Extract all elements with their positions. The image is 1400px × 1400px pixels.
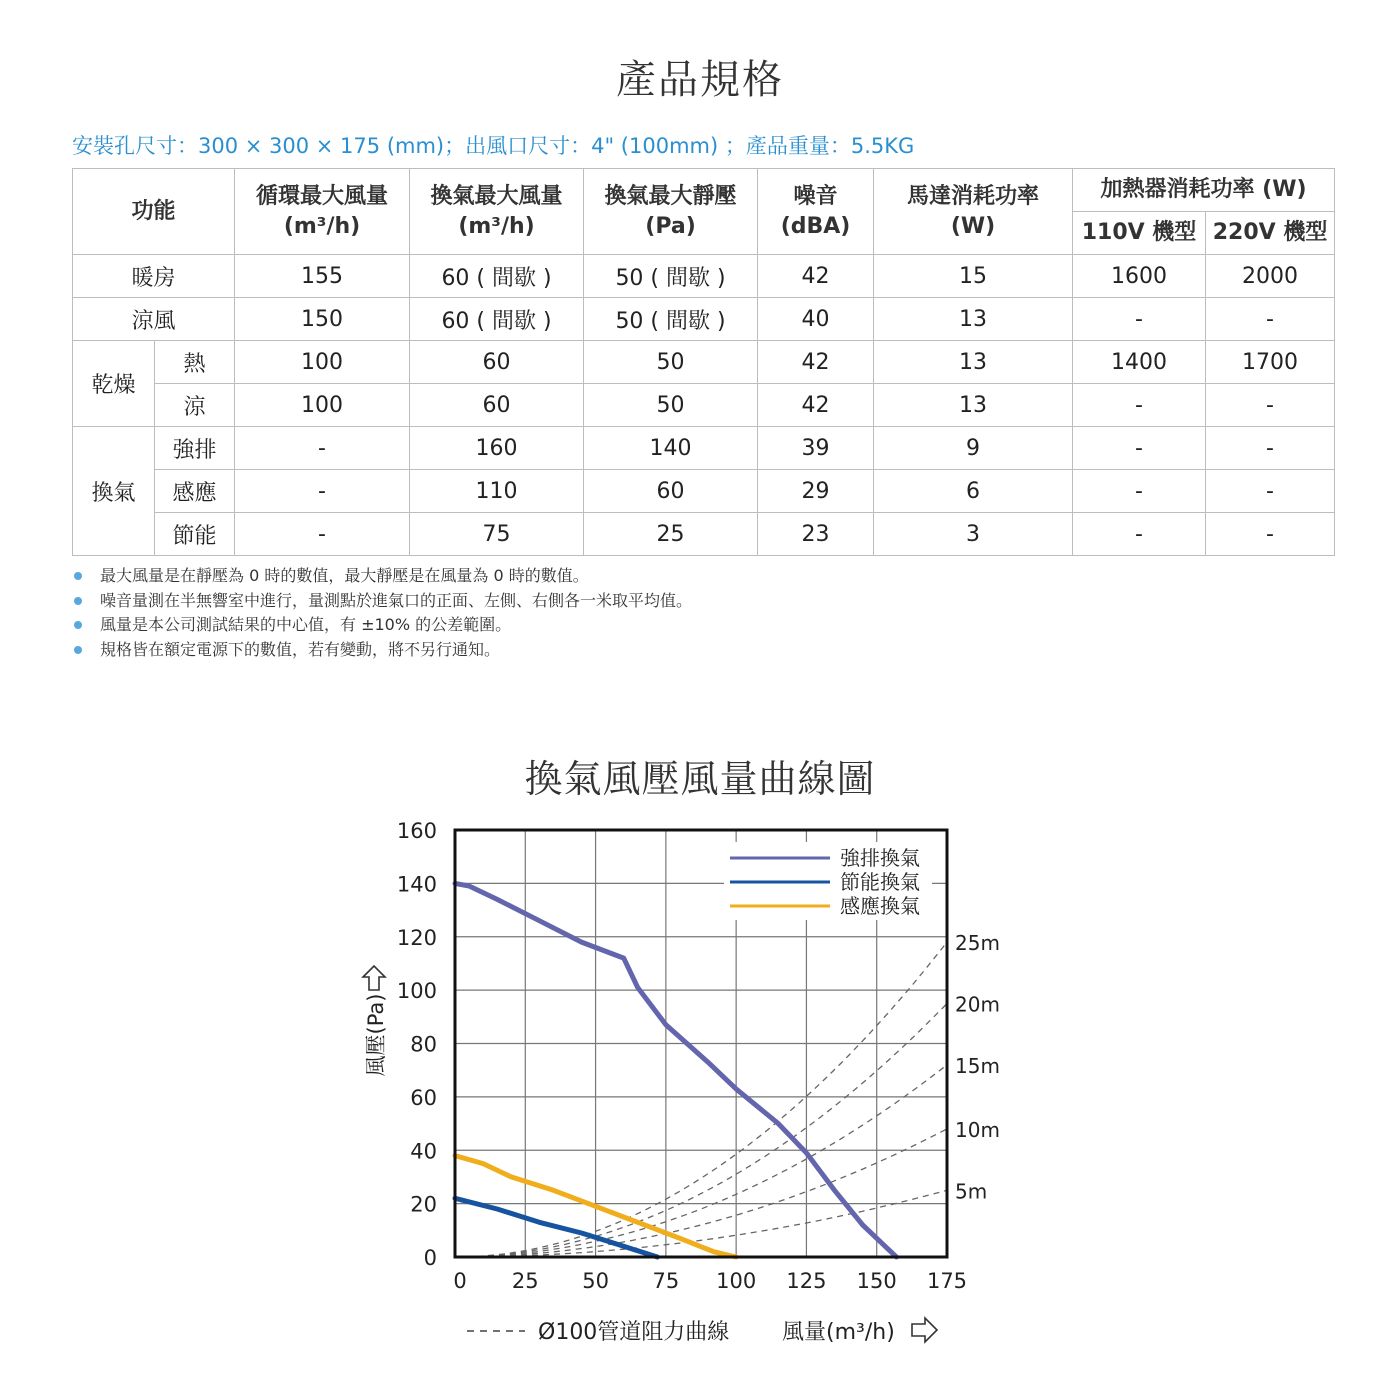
cell: 110 [410, 470, 584, 513]
cell: 13 [874, 298, 1073, 341]
chart-title: 換氣風壓風量曲線圖 [524, 757, 876, 801]
cell: - [235, 427, 410, 470]
x-tick-label: 100 [716, 1269, 757, 1293]
x-tick-label: 25 [511, 1269, 539, 1293]
cell: 60 [410, 384, 584, 427]
cell: - [1206, 298, 1335, 341]
cell: 13 [874, 384, 1073, 427]
x-tick-label: 150 [856, 1269, 897, 1293]
group-label: 乾燥 [73, 341, 155, 427]
cell: 3 [874, 513, 1073, 556]
up-arrow-icon [363, 966, 385, 990]
resistance-label: 10m [955, 1117, 1000, 1142]
x-axis-label: 風量(m³/h) [782, 1320, 895, 1345]
right-arrow-icon [912, 1318, 937, 1342]
resistance-legend-label: Ø100管道阻力曲線 [538, 1320, 730, 1345]
cell: - [235, 513, 410, 556]
header-unit: (Pa) [645, 213, 696, 239]
legend-label: 感應換氣 [840, 894, 920, 918]
series-line [455, 1198, 657, 1257]
cell: 1400 [1073, 341, 1206, 384]
cell: 155 [235, 255, 410, 298]
cell: - [235, 470, 410, 513]
note-item: 噪音量測在半無響室中進行，量測點於進氣口的正面、左側、右側各一米取平均值。 [72, 589, 692, 614]
cell: 42 [758, 341, 874, 384]
note-item: 風量是本公司測試結果的中心值，有 ±10% 的公差範圍。 [72, 613, 692, 638]
resistance-curves [455, 931, 1000, 1257]
y-tick-label: 100 [396, 979, 437, 1004]
row-label: 節能 [155, 513, 235, 556]
cell: 50 ( 間歇 ) [584, 255, 758, 298]
series-line [455, 883, 896, 1257]
cell: 100 [235, 341, 410, 384]
cell: 40 [758, 298, 874, 341]
header-heater-power: 加熱器消耗功率 (W) [1073, 169, 1335, 212]
cell: 140 [584, 427, 758, 470]
cell: - [1073, 513, 1206, 556]
spec-summary: 安裝孔尺寸：300 × 300 × 175 (mm)；出風口尺寸：4" (100mm) ；產品重量：5.5KG [72, 134, 915, 158]
row-label: 感應 [155, 470, 235, 513]
resistance-curve [455, 1065, 947, 1257]
cell: 39 [758, 427, 874, 470]
x-tick-label: 175 [926, 1269, 968, 1293]
cell: 2000 [1206, 255, 1335, 298]
cell: - [1073, 384, 1206, 427]
row-label: 暖房 [73, 255, 235, 298]
header-unit: (W) [950, 213, 996, 239]
cell: - [1073, 298, 1206, 341]
cell: 50 ( 間歇 ) [584, 298, 758, 341]
cell: 1600 [1073, 255, 1206, 298]
cell: 60 ( 間歇 ) [410, 298, 584, 341]
resistance-curve [455, 942, 947, 1257]
x-tick-label: 50 [582, 1269, 609, 1293]
cell: 25 [584, 513, 758, 556]
cell: - [1206, 470, 1335, 513]
y-tick-label: 120 [396, 925, 437, 950]
resistance-label: 20m [955, 992, 1000, 1017]
resistance-label: 25m [955, 931, 1000, 956]
y-tick-label: 40 [410, 1139, 437, 1164]
cell: 13 [874, 341, 1073, 384]
cell: - [1206, 384, 1335, 427]
header-model-220: 220V 機型 [1206, 212, 1335, 255]
header-unit: (dBA) [780, 213, 851, 239]
row-label: 涼風 [73, 298, 235, 341]
header-function: 功能 [73, 169, 235, 255]
y-tick-label: 160 [396, 819, 437, 843]
y-tick-label: 60 [410, 1085, 437, 1110]
resistance-label: 15m [955, 1053, 1000, 1078]
row-label: 涼 [155, 384, 235, 427]
cell: 50 [584, 384, 758, 427]
cell: 75 [410, 513, 584, 556]
row-label: 熱 [155, 341, 235, 384]
cell: 60 [410, 341, 584, 384]
cell: 160 [410, 427, 584, 470]
x-tick-label: 75 [652, 1269, 680, 1293]
group-label: 換氣 [73, 427, 155, 556]
cell: 42 [758, 384, 874, 427]
header-label: 換氣最大靜壓 [604, 183, 737, 209]
cell: - [1073, 470, 1206, 513]
note-item: 規格皆在額定電源下的數值，若有變動，將不另行通知。 [72, 638, 692, 663]
header-unit: (m³/h) [283, 213, 361, 239]
header-label: 換氣最大風量 [430, 183, 563, 209]
cell: 42 [758, 255, 874, 298]
y-tick-label: 20 [410, 1192, 437, 1217]
header-model-110: 110V 機型 [1073, 212, 1206, 255]
cell: 50 [584, 341, 758, 384]
y-tick-label: 0 [423, 1246, 437, 1270]
legend-label: 強排換氣 [840, 846, 920, 870]
row-label: 強排 [155, 427, 235, 470]
y-tick-label: 140 [396, 872, 437, 897]
cell: 100 [235, 384, 410, 427]
header-unit: (m³/h) [458, 213, 535, 239]
y-axis-label: 風壓(Pa) [364, 993, 388, 1077]
header-label: 馬達消耗功率 [907, 183, 1040, 209]
cell: - [1206, 427, 1335, 470]
cell: 1700 [1206, 341, 1335, 384]
cell: 6 [874, 470, 1073, 513]
resistance-label: 5m [955, 1179, 988, 1204]
header-label: 循環最大風量 [256, 183, 389, 209]
page-title: 產品規格 [616, 57, 784, 103]
header-label: 噪音 [793, 183, 838, 209]
x-tick-label: 125 [786, 1269, 827, 1293]
cell: 29 [758, 470, 874, 513]
cell: - [1073, 427, 1206, 470]
series-lines [455, 883, 896, 1257]
cell: 60 ( 間歇 ) [410, 255, 584, 298]
cell: 150 [235, 298, 410, 341]
cell: 9 [874, 427, 1073, 470]
y-tick-label: 80 [410, 1032, 437, 1057]
cell: 23 [758, 513, 874, 556]
x-tick-label: 0 [453, 1269, 467, 1293]
cell: 60 [584, 470, 758, 513]
note-item: 最大風量是在靜壓為 0 時的數值，最大靜壓是在風量為 0 時的數值。 [72, 564, 692, 589]
legend [724, 842, 932, 920]
cell: - [1206, 513, 1335, 556]
cell: 15 [874, 255, 1073, 298]
legend-label: 節能換氣 [840, 870, 920, 894]
